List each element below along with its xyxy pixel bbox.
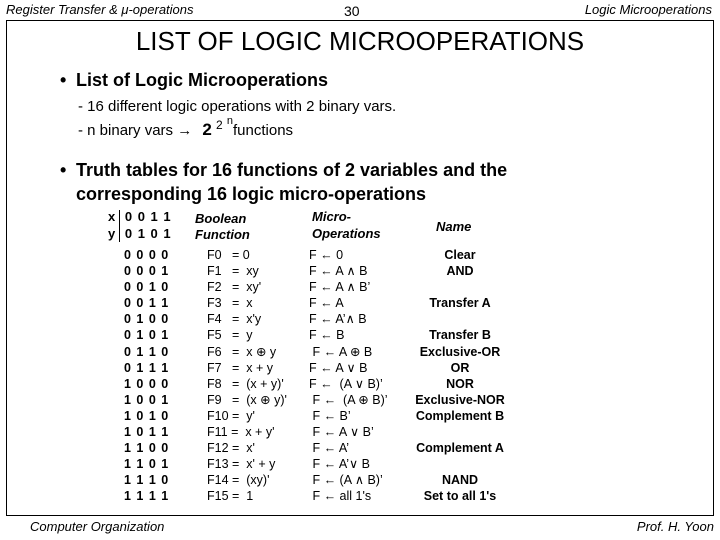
bits-cell: 0 0 1 1 [124,296,170,311]
boolean-function-cell: F11 = x + y' [207,425,275,440]
bits-cell: 1 0 0 1 [124,392,170,407]
operation-name-cell: AND [446,264,474,279]
microoperation-column [309,247,388,505]
bits-cell: 1 0 1 0 [124,408,170,423]
boolean-function-cell: F3 = x [207,296,253,311]
bits-cell: 0 0 0 0 [124,248,170,262]
boolean-function-cell: F15 = 1 [207,489,254,504]
boolean-function-cell: F5 = y [207,328,253,343]
y-bits: 0 1 0 1 [124,226,172,241]
bits-cell: 1 1 1 1 [124,489,170,504]
bits-column [124,247,169,505]
microoperation-cell: F ← 0 [309,248,344,262]
bits-cell: 1 1 1 0 [124,473,170,488]
boolean-function-cell: F6 = x ⊕ y [207,344,277,359]
bits-cell: 0 0 1 0 [124,280,170,295]
microoperation-cell: F ← A’ [309,441,350,456]
bullet-icon: • [60,160,67,180]
operation-name-cell: OR [450,360,470,375]
operation-name-cell [405,456,515,472]
power-base: 2 [202,120,212,139]
boolean-header-line2: Function [195,227,250,242]
operation-name-cell: Complement B [415,408,505,423]
boolean-function-cell: F2 = xy' [207,280,262,295]
microoperation-cell: F ← (A ∨ B)’ [309,376,383,391]
bits-cell: 0 1 1 0 [124,344,170,359]
micro-header-line1: Micro- [312,209,351,224]
microoperation-cell: F ← (A ∧ B)’ [309,473,383,488]
y-label: y [108,226,117,241]
power-exponent-n: n [226,115,234,127]
power-exponent-1: 2 [216,118,223,132]
bits-cell: 0 0 0 1 [124,264,170,279]
boolean-header-line1: Boolean [195,211,247,226]
footer-course: Computer Organization [30,519,165,534]
microoperation-cell: F ← A’∨ B [309,457,371,472]
operation-name-cell: Exclusive-OR [419,344,501,359]
micro-header-line2: Operations [312,226,381,241]
microoperation-cell: F ← A ∨ B’ [309,425,374,440]
operation-name-cell: NAND [441,473,479,488]
bits-cell: 1 1 0 1 [124,457,170,472]
operation-name-cell: Transfer B [429,328,491,343]
right-arrow-icon: → [177,122,193,139]
bits-cell: 0 1 0 1 [124,328,170,343]
sub-bullet-n-binary-vars [78,115,294,140]
operation-name-cell: Transfer A [429,296,491,311]
sub-bullet-prefix: - n binary vars [78,122,174,139]
bits-cell: 0 1 1 1 [124,360,170,375]
sub-bullet-16-operations: - 16 different logic operations with 2 binary vars. [78,98,397,115]
microoperation-cell: F ← A’∧ B [309,312,367,327]
microoperation-cell: F ← all 1's [309,489,372,504]
microoperation-cell: F ← B [309,328,345,343]
header-section-title: Register Transfer & μ-operations [6,2,194,17]
slide-title: LIST OF LOGIC MICROOPERATIONS [135,26,585,56]
bullet-text-line2: corresponding 16 logic micro-operations [76,184,427,204]
page-number: 30 [344,3,360,19]
operation-name-cell: Complement A [416,441,504,456]
boolean-function-cell: F13 = x' + y [207,457,276,472]
microoperation-cell: F ← B’ [309,408,351,423]
name-column [405,247,515,505]
bullet-icon: • [60,70,67,90]
boolean-function-column [207,247,287,505]
operation-name-cell [405,279,515,295]
microoperation-cell: F ← (A ⊕ B)’ [309,392,388,407]
operation-name-cell: Exclusive-NOR [415,392,505,407]
boolean-function-cell: F14 = (xy)' [207,473,270,488]
operation-name-cell: Set to all 1's [423,489,497,504]
boolean-function-cell: F0 = 0 [207,248,250,262]
boolean-function-cell: F1 = xy [207,264,259,279]
boolean-function-cell: F4 = x'y [207,312,262,327]
boolean-function-cell: F12 = x' [207,441,255,456]
bits-cell: 0 1 0 0 [124,312,170,327]
bullet-truth-tables [60,160,507,181]
operation-name-cell [405,424,515,440]
microoperation-cell: F ← A ∨ B [309,360,368,375]
bits-cell: 1 1 0 0 [124,441,170,456]
operation-name-cell [405,311,515,327]
boolean-function-cell: F9 = (x ⊕ y)' [207,392,287,407]
bullet-text: List of Logic Microoperations [76,70,329,90]
boolean-function-cell: F10 = y' [207,408,255,423]
name-header: Name [436,219,472,234]
bits-cell: 1 0 1 1 [124,425,170,440]
header-chapter-title: Logic Microoperations [584,2,712,17]
bullet-list-of-logic-microoperations [60,70,328,91]
microoperation-cell: F ← A ∧ B [309,264,368,279]
footer-author: Prof. H. Yoon [636,519,714,534]
x-label: x [108,209,117,224]
bits-cell: 1 0 0 0 [124,376,170,391]
bullet-text-line1: Truth tables for 16 functions of 2 variables and the [76,160,508,180]
x-bits: 0 0 1 1 [124,209,172,224]
operation-name-cell: NOR [446,376,474,391]
xy-divider [105,210,120,242]
sub-bullet-suffix: functions [233,122,294,139]
boolean-function-cell: F7 = x + y [207,360,273,375]
microoperation-cell: F ← A ⊕ B [309,344,373,359]
microoperation-cell: F ← A [309,296,344,311]
boolean-function-cell: F8 = (x + y)' [207,376,284,391]
microoperation-cell: F ← A ∧ B’ [309,280,371,295]
operation-name-cell: Clear [444,248,476,262]
